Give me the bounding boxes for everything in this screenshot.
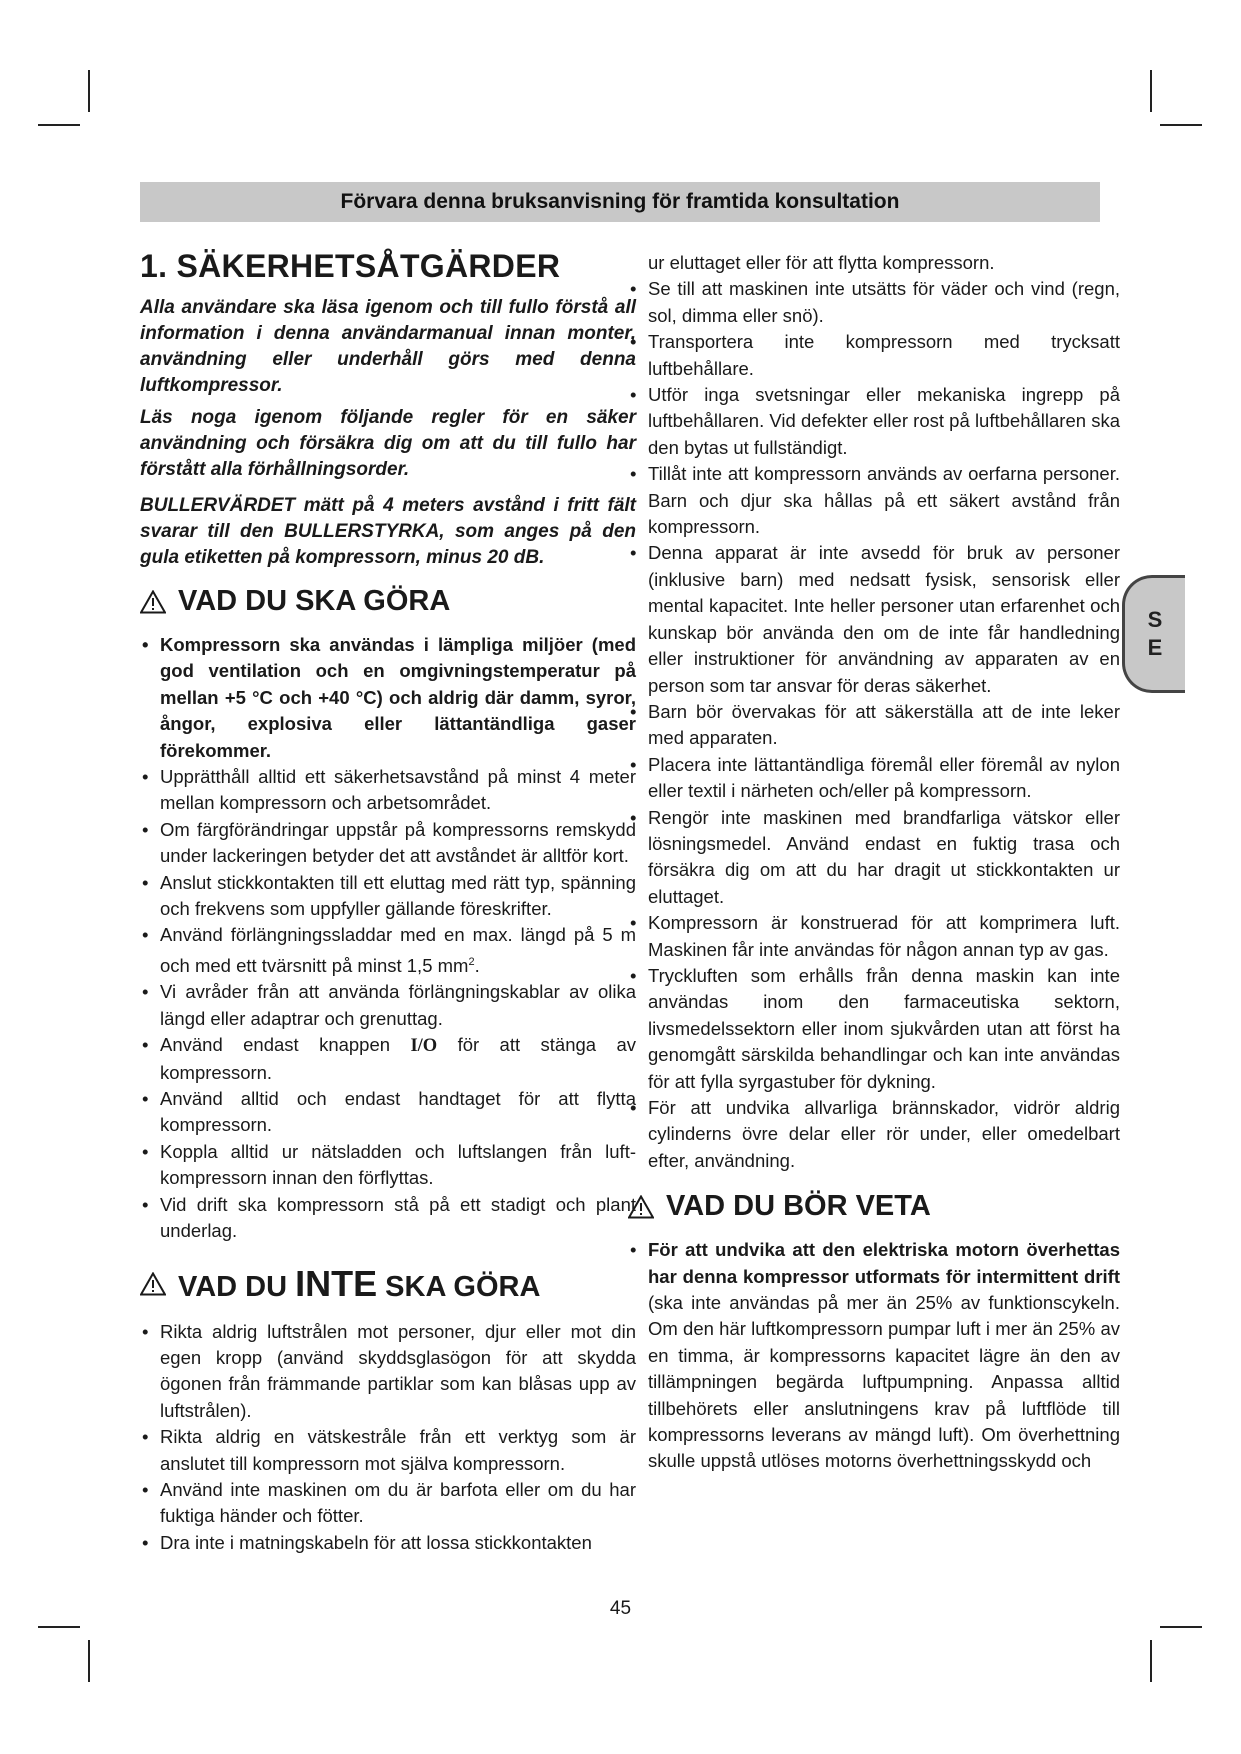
list-item: • Placera inte lättantändliga föremål eller föremål av nylon eller textil i närheten och/eller på kompressorn. xyxy=(628,752,1120,805)
right-column xyxy=(628,250,1120,1475)
list-item: • Vi avråder från att använda förlängningskablar av olika längd eller adaptrar och grenuttag. xyxy=(140,979,636,1032)
crop-mark xyxy=(38,124,80,126)
page-number: 45 xyxy=(609,1598,632,1619)
list-item: • För att undvika allvarliga brännskador, vidrör aldrig cylinderns övre delar eller rör under, eller omedelbart efter, användning. xyxy=(628,1095,1120,1174)
list-item: • Om färgförändringar uppstår på kompressorns remskydd under lackeringen betyder det att avståndet är alltför kort. xyxy=(140,817,636,870)
dont-list-continued xyxy=(628,276,1120,1174)
list-item: • Använd inte maskinen om du är barfota eller om du har fuktiga händer och fötter. xyxy=(140,1477,636,1530)
list-item: • Rikta aldrig en vätskestråle från ett verktyg som är anslutet till kompressorn mot själva kompressorn. xyxy=(140,1424,636,1477)
list-item: • Anslut stickkontakten till ett eluttag med rätt typ, spänning och frekvens som uppfyller gällande föreskrifter. xyxy=(140,870,636,923)
know-bold-text: För att undvika att den elektriska motorn överhettas har denna kompressor utformats för intermittent drift xyxy=(648,1239,1120,1287)
list-item: • Se till att maskinen inte utsätts för väder och vind (regn, sol, dimma eller snö). xyxy=(628,276,1120,329)
list-item: • Transportera inte kompressorn med trycksatt luftbehållare. xyxy=(628,329,1120,382)
section-do-title: VAD DU SKA GÖRA xyxy=(178,585,451,617)
know-rest-text: (ska inte användas på mer än 25% av funktionscykeln. Om den här luftkompressorn pumpar luft i mer än 25% av en timma, är kompressorns kapacitet lägre än den av tillämpningen begärda luftpumpning. Anpassa alltid tillbehörets eller anslutningens krav på luftflöde till kompressorns leverans av mängd luft). Om överhettning skulle uppstå utlöses motorns överhettningsskydd och xyxy=(648,1292,1120,1472)
list-item: • Upprätthåll alltid ett säkerhetsavstånd på minst 4 meter mellan kompressorn och arbetsområdet. xyxy=(140,764,636,817)
list-item: • Utför inga svetsningar eller mekaniska ingrepp på luftbehållaren. Vid defekter eller rost på luftbehållaren ska den bytas ut fullständigt. xyxy=(628,382,1120,461)
crop-mark xyxy=(88,1640,90,1682)
list-item: • Kompressorn ska användas i lämpliga miljöer (med god ventilation och en omgivningstemperatur på mellan +5 °C och +40 °C) och aldrig där damm, syror, ångor, explosiva eller lättantändliga gaser förekommer. xyxy=(140,632,636,764)
list-item: • Rengör inte maskinen med brandfarliga vätskor eller lösningsmedel. Använd endast en fuktig trasa och försäkra dig om att du har dragit ut stickkontakten ur eluttaget. xyxy=(628,805,1120,911)
list-item: • Använd endast knappen I/O för att stänga av kompressorn. xyxy=(140,1032,636,1086)
list-item: • Dra inte i matningskabeln för att lossa stickkontakten xyxy=(140,1530,636,1556)
crop-mark xyxy=(1150,70,1152,112)
crop-mark xyxy=(1150,1640,1152,1682)
crop-mark xyxy=(1160,124,1202,126)
section-know-title: VAD DU BÖR VETA xyxy=(666,1190,931,1223)
crop-mark xyxy=(1160,1626,1202,1628)
intro-paragraph: BULLERVÄRDET mätt på 4 meters avstånd i fritt fält svarar till den BULLERSTYRKA, som anges på den gula etiketten på kompressorn, minus 20 dB. xyxy=(140,495,636,568)
know-list xyxy=(628,1237,1120,1475)
warning-icon xyxy=(140,1272,166,1296)
left-column xyxy=(140,248,636,1556)
section-dont-title: VAD DU INTE SKA GÖRA xyxy=(178,1262,541,1304)
list-item xyxy=(628,1237,1120,1475)
section-dont-heading xyxy=(140,1263,636,1305)
continuation-text: ur eluttaget eller för att flytta kompressorn. xyxy=(648,252,995,273)
header-banner: Förvara denna bruksanvisning för framtida konsultation xyxy=(140,182,1100,222)
intro-paragraph: Läs noga igenom följande regler för en säker användning och försäkra dig om att du till fullo har förstått alla förhållningsorder. xyxy=(140,407,636,480)
list-item: • Barn bör övervakas för att säkerställa att de inte leker med apparaten. xyxy=(628,699,1120,752)
list-item: • Tryckluften som erhålls från denna maskin kan inte användas inom den farmaceutiska sektorn, livsmedelssektorn eller inom sjukvården utan att först ha genomgått särskilda behandlingar och kan inte användas för att fylla syrgastuber för dykning. xyxy=(628,963,1120,1095)
section-know-heading xyxy=(628,1190,1120,1223)
list-item: • Tillåt inte att kompressorn används av oerfarna personer. Barn och djur ska hållas på ett säkert avstånd från kompressorn. xyxy=(628,461,1120,540)
list-item: • Vid drift ska kompressorn stå på ett stadigt och plant underlag. xyxy=(140,1192,636,1245)
warning-icon xyxy=(140,590,166,614)
list-item: • Använd alltid och endast handtaget för att flytta kompressorn. xyxy=(140,1086,636,1139)
list-item: • Rikta aldrig luftstrålen mot personer, djur eller mot din egen kropp (använd skyddsglasögon för att skydda ögonen från främmande partiklar som kan blåsas upp av luftstrålen). xyxy=(140,1319,636,1425)
language-tab xyxy=(1122,575,1185,693)
section-do-heading xyxy=(140,585,636,618)
superscript: 2 xyxy=(468,955,475,968)
crop-mark xyxy=(88,70,90,112)
language-tab-letter: S xyxy=(1147,607,1163,632)
io-key: I/O xyxy=(410,1036,438,1057)
list-item: • Koppla alltid ur nätsladden och luftslangen från luft-kompressorn innan den förflyttas. xyxy=(140,1139,636,1192)
crop-mark xyxy=(38,1626,80,1628)
list-item: • Denna apparat är inte avsedd för bruk av personer (inklusive barn) med nedsatt fysisk, sensorisk eller mental kapacitet. Inte heller personer utan erfarenhet och kunskap bör använda den om de inte får handledning eller instruktioner för användning av apparaten av en person som tar ansvar för deras säkerhet. xyxy=(628,540,1120,698)
warning-icon xyxy=(628,1195,654,1219)
language-tab-letter: E xyxy=(1147,635,1163,660)
intro-paragraph: Alla användare ska läsa igenom och till fullo förstå all information i denna användarmanual innan monter, användning eller underhåll görs med denna luftkompressor. xyxy=(140,297,636,396)
list-item: • Kompressorn är konstruerad för att komprimera luft. Maskinen får inte användas för någon annan typ av gas. xyxy=(628,910,1120,963)
dont-list xyxy=(140,1319,636,1557)
section-title: 1. SÄKERHETSÅTGÄRDER xyxy=(140,248,561,284)
do-list xyxy=(140,632,636,1245)
list-item: • Använd förlängningssladdar med en max. längd på 5 m och med ett tvärsnitt på minst 1,5 $mm^2$. xyxy=(140,922,636,979)
